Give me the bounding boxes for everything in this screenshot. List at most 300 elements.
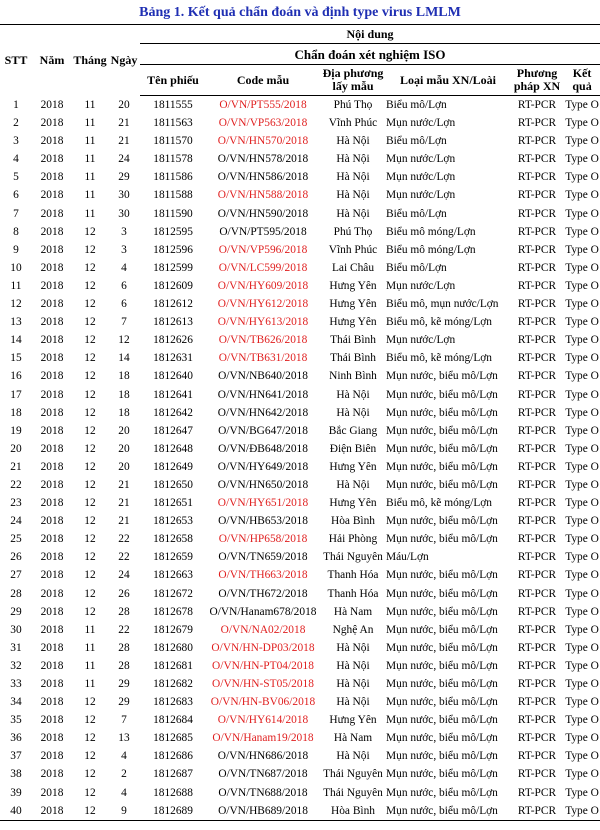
cell-code-mau: O/VN/HB653/2018 (218, 515, 308, 528)
cell-code-mau: O/VN/PT595/2018 (219, 225, 307, 238)
cell-ten-phieu: 1812659 (153, 551, 193, 564)
cell-phuong-phap: RT-PCR (517, 605, 557, 618)
cell-code-mau: O/VN/LC599/2018 (218, 261, 308, 274)
cell-nam: 2018 (40, 678, 64, 690)
cell-thang: 12 (84, 696, 96, 709)
cell-ten-phieu: 1811555 (153, 99, 193, 111)
cell-ten-phieu: 1811590 (153, 207, 193, 220)
cell-loai-mau: Biểu mô/Lợn (386, 207, 447, 220)
cell-loai-mau: Mụn nước, biểu mô/Lợn (386, 714, 498, 727)
cell-dia-phuong: Hà Nội (336, 641, 370, 654)
cell-nam: 2018 (40, 605, 64, 618)
table-row (0, 96, 600, 115)
header-noi-dung: Nội dung (140, 25, 600, 44)
cell-ngay: 4 (121, 786, 127, 799)
cell-ket-qua: Type O (565, 171, 599, 184)
cell-ngay: 21 (118, 497, 130, 510)
cell-ngay: 28 (118, 605, 130, 618)
cell-loai-mau: Mụn nước, biểu mô/Lợn (386, 802, 510, 821)
cell-phuong-phap: RT-PCR (517, 298, 557, 311)
cell-nam: 2018 (40, 696, 64, 709)
table-row (0, 295, 600, 313)
cell-nam: 2018 (40, 243, 64, 256)
cell-nam: 2018 (40, 117, 64, 130)
cell-stt: 3 (13, 135, 19, 148)
header-dia-phuong-line2: lấy mẫu (332, 79, 374, 93)
cell-ngay: 21 (118, 478, 130, 491)
cell-ket-qua: Type O (565, 261, 599, 274)
header-nam: Năm (32, 25, 72, 96)
cell-ten-phieu: 1811588 (153, 189, 193, 202)
cell-ten-phieu: 1812651 (153, 497, 193, 510)
cell-ten-phieu: 1812663 (153, 569, 193, 582)
header-ngay: Ngày (108, 25, 140, 96)
cell-code-mau: O/VN/ĐB648/2018 (218, 442, 308, 455)
cell-stt: 26 (10, 551, 22, 564)
cell-loai-mau: Mụn nước/Lợn (386, 153, 456, 166)
cell-ngay: 12 (118, 334, 130, 347)
table-row (0, 440, 600, 458)
cell-phuong-phap: RT-PCR (517, 623, 557, 636)
cell-ket-qua: Type O (565, 388, 599, 401)
cell-ngay: 29 (118, 678, 130, 690)
cell-dia-phuong: Thái Nguyên (323, 786, 383, 799)
cell-ten-phieu: 1812688 (153, 786, 193, 799)
cell-ngay: 30 (118, 207, 130, 220)
cell-nam: 2018 (40, 551, 64, 564)
header-phuong-phap-line2: pháp XN (513, 79, 561, 93)
cell-stt: 2 (13, 117, 19, 130)
cell-phuong-phap: RT-PCR (517, 460, 557, 473)
cell-dia-phuong: Hà Nam (333, 732, 373, 745)
cell-thang: 12 (84, 225, 96, 238)
cell-stt: 30 (10, 623, 22, 636)
cell-nam: 2018 (40, 261, 64, 274)
cell-stt: 23 (10, 497, 22, 510)
cell-dia-phuong: Hà Nội (336, 750, 370, 763)
cell-stt: 32 (10, 659, 22, 672)
cell-dia-phuong: Lai Châu (331, 261, 375, 274)
cell-loai-mau: Máu/Lợn (386, 551, 429, 564)
cell-phuong-phap: RT-PCR (517, 189, 557, 202)
cell-loai-mau: Mụn nước, biểu mô/Lợn (386, 768, 498, 781)
cell-phuong-phap: RT-PCR (517, 207, 557, 220)
cell-thang: 11 (84, 623, 96, 636)
cell-ten-phieu: 1812680 (153, 641, 193, 654)
cell-thang: 12 (84, 460, 96, 473)
cell-ket-qua: Type O (565, 352, 599, 365)
cell-ket-qua: Type O (564, 802, 600, 821)
cell-ket-qua: Type O (565, 189, 599, 202)
cell-code-mau: O/VN/Hanam19/2018 (212, 732, 314, 745)
cell-thang: 12 (84, 298, 96, 311)
cell-ten-phieu: 1812612 (153, 298, 193, 311)
cell-code-mau: O/VN/BG647/2018 (218, 424, 308, 437)
cell-nam: 2018 (40, 641, 64, 654)
cell-ngay: 4 (121, 750, 127, 763)
cell-dia-phuong: Hà Nội (336, 659, 370, 672)
cell-ten-phieu: 1812596 (153, 243, 193, 256)
cell-code-mau: O/VN/HN686/2018 (217, 750, 309, 763)
cell-ten-phieu: 1812653 (153, 515, 193, 528)
cell-ket-qua: Type O (565, 696, 599, 709)
cell-ket-qua: Type O (565, 135, 599, 148)
table-row (0, 765, 600, 783)
cell-ket-qua: Type O (565, 99, 599, 111)
cell-phuong-phap: RT-PCR (517, 424, 557, 437)
table-row (0, 711, 600, 729)
cell-thang: 11 (84, 117, 96, 130)
cell-ten-phieu: 1812679 (153, 623, 193, 636)
table-row (0, 259, 600, 277)
table-row (0, 675, 600, 693)
cell-ngay: 28 (118, 659, 130, 672)
table-row (0, 657, 600, 675)
cell-ngay: 14 (118, 352, 130, 365)
cell-thang: 12 (84, 406, 96, 419)
cell-dia-phuong: Điện Biên (329, 442, 377, 455)
cell-ten-phieu: 1812689 (140, 802, 206, 821)
cell-loai-mau: Mụn nước, biểu mô/Lợn (386, 678, 498, 690)
cell-stt: 40 (0, 802, 32, 821)
header-code-mau: Code mẫu (206, 65, 320, 96)
table-row (0, 114, 600, 132)
cell-thang: 12 (72, 802, 108, 821)
cell-ngay: 30 (118, 189, 130, 202)
cell-dia-phuong: Hà Nội (336, 696, 370, 709)
cell-loai-mau: Biểu mô, kẽ móng/Lợn (386, 316, 492, 329)
cell-nam: 2018 (40, 352, 64, 365)
cell-code-mau: O/VN/HY614/2018 (217, 714, 309, 727)
table-row (0, 530, 600, 548)
cell-loai-mau: Biểu mô/Lợn (386, 99, 447, 111)
cell-phuong-phap: RT-PCR (517, 406, 557, 419)
table-row (0, 205, 600, 223)
cell-code-mau: O/VN/HN641/2018 (217, 388, 309, 401)
cell-dia-phuong: Bắc Giang (328, 424, 378, 437)
cell-ket-qua: Type O (565, 732, 599, 745)
cell-ket-qua: Type O (565, 153, 599, 166)
cell-stt: 37 (10, 750, 22, 763)
cell-ten-phieu: 1811570 (153, 135, 193, 148)
table-row (0, 548, 600, 566)
cell-ket-qua: Type O (565, 659, 599, 672)
cell-phuong-phap: RT-PCR (517, 786, 557, 799)
cell-loai-mau: Mụn nước, biểu mô/Lợn (386, 515, 498, 528)
cell-stt: 28 (10, 587, 22, 600)
cell-dia-phuong: Hưng Yên (329, 460, 377, 473)
cell-nam: 2018 (40, 388, 64, 401)
cell-code-mau: O/VN/HN570/2018 (217, 135, 309, 148)
cell-ten-phieu: 1812609 (153, 279, 193, 292)
cell-loai-mau: Mụn nước, biểu mô/Lợn (386, 406, 498, 419)
cell-phuong-phap: RT-PCR (517, 478, 557, 491)
cell-ngay: 3 (121, 243, 127, 256)
cell-loai-mau: Mụn nước, biểu mô/Lợn (386, 533, 498, 546)
table-row (0, 639, 600, 657)
cell-ten-phieu: 1812649 (153, 460, 193, 473)
table-row (0, 512, 600, 530)
cell-stt: 34 (10, 696, 22, 709)
table-row (0, 784, 600, 802)
cell-dia-phuong: Phú Thọ (333, 99, 373, 111)
cell-loai-mau: Mụn nước, biểu mô/Lợn (386, 442, 498, 455)
cell-ngay: 21 (118, 135, 130, 148)
header-ket-qua-line1: Kết (572, 66, 592, 80)
cell-ten-phieu: 1812626 (153, 334, 193, 347)
cell-phuong-phap: RT-PCR (517, 497, 557, 510)
cell-dia-phuong: Hưng Yên (329, 316, 377, 329)
cell-code-mau: O/VN/PT555/2018 (219, 99, 307, 111)
cell-ket-qua: Type O (565, 605, 599, 618)
cell-phuong-phap: RT-PCR (517, 659, 557, 672)
header-ket-qua-line2: quả (572, 79, 592, 93)
cell-stt: 7 (13, 207, 19, 220)
cell-nam: 2018 (40, 623, 64, 636)
cell-stt: 12 (10, 298, 22, 311)
cell-code-mau: O/VN/VP563/2018 (218, 117, 308, 130)
cell-loai-mau: Biểu mô/Lợn (386, 135, 447, 148)
results-table (0, 24, 600, 821)
cell-ngay: 21 (118, 117, 130, 130)
cell-ket-qua: Type O (565, 406, 599, 419)
cell-phuong-phap: RT-PCR (517, 569, 557, 582)
cell-dia-phuong: Hưng Yên (329, 497, 377, 510)
cell-dia-phuong: Vĩnh Phúc (328, 117, 378, 130)
cell-code-mau: O/VN/HN650/2018 (217, 478, 309, 491)
cell-stt: 10 (10, 261, 22, 274)
cell-dia-phuong: Hà Nội (336, 388, 370, 401)
cell-stt: 1 (13, 98, 19, 111)
table-row (0, 386, 600, 404)
cell-code-mau: O/VN/HY613/2018 (217, 316, 309, 329)
cell-ket-qua: Type O (565, 497, 599, 510)
cell-code-mau: O/VN/TH663/2018 (218, 569, 308, 582)
cell-dia-phuong: Thái Bình (330, 334, 376, 347)
table-row (0, 313, 600, 331)
cell-nam: 2018 (40, 98, 64, 111)
cell-nam: 2018 (40, 442, 64, 455)
table-row (0, 367, 600, 385)
cell-dia-phuong: Thanh Hóa (327, 569, 379, 582)
cell-loai-mau: Biểu mô móng/Lợn (386, 243, 476, 256)
cell-phuong-phap: RT-PCR (517, 99, 557, 111)
cell-code-mau: O/VN/HN-ST05/2018 (212, 678, 314, 690)
cell-nam: 2018 (40, 334, 64, 347)
cell-ten-phieu: 1812599 (153, 261, 193, 274)
cell-phuong-phap: RT-PCR (517, 225, 557, 238)
cell-phuong-phap: RT-PCR (517, 388, 557, 401)
cell-ngay: 6 (121, 298, 127, 311)
cell-stt: 19 (10, 424, 22, 437)
cell-ket-qua: Type O (565, 334, 599, 347)
cell-code-mau: O/VN/HN588/2018 (217, 189, 309, 202)
cell-ket-qua: Type O (565, 623, 599, 636)
cell-loai-mau: Mụn nước/Lợn (386, 171, 456, 184)
cell-ngay: 13 (118, 732, 130, 745)
cell-phuong-phap: RT-PCR (517, 334, 557, 347)
cell-phuong-phap: RT-PCR (517, 370, 557, 383)
header-phuong-phap-line1: Phương (516, 66, 558, 80)
cell-loai-mau: Mụn nước, biểu mô/Lợn (386, 569, 498, 582)
cell-thang: 12 (84, 732, 96, 745)
table-row (0, 476, 600, 494)
cell-thang: 12 (84, 334, 96, 347)
table-row (0, 585, 600, 603)
cell-stt: 9 (13, 243, 19, 256)
cell-ten-phieu: 1812687 (153, 768, 193, 781)
cell-phuong-phap: RT-PCR (517, 750, 557, 763)
cell-phuong-phap: RT-PCR (517, 641, 557, 654)
header-phuong-phap (510, 65, 564, 96)
cell-code-mau: O/VN/HN586/2018 (217, 171, 309, 184)
cell-ngay: 24 (118, 569, 130, 582)
cell-loai-mau: Biểu mô, kẽ móng/Lợn (386, 497, 492, 510)
cell-ngay: 21 (118, 515, 130, 528)
cell-thang: 12 (84, 316, 96, 329)
cell-ket-qua: Type O (565, 750, 599, 763)
cell-nam: 2018 (40, 153, 64, 166)
cell-loai-mau: Mụn nước, biểu mô/Lợn (386, 732, 498, 745)
cell-thang: 11 (84, 207, 96, 220)
cell-phuong-phap: RT-PCR (517, 442, 557, 455)
table-row (0, 349, 600, 367)
cell-nam: 2018 (40, 768, 64, 781)
cell-thang: 12 (84, 515, 96, 528)
cell-nam: 2018 (40, 279, 64, 292)
cell-dia-phuong: Hưng Yên (329, 279, 377, 292)
cell-dia-phuong: Vĩnh Phúc (328, 243, 378, 256)
cell-ten-phieu: 1812682 (153, 678, 193, 690)
cell-nam: 2018 (40, 406, 64, 419)
table-row (0, 747, 600, 765)
cell-dia-phuong: Hà Nội (336, 406, 370, 419)
cell-stt: 18 (10, 406, 22, 419)
cell-loai-mau: Biểu mô móng/Lợn (386, 225, 476, 238)
cell-loai-mau: Mụn nước, biểu mô/Lợn (386, 659, 498, 672)
cell-code-mau: O/VN/HY609/2018 (217, 279, 309, 292)
cell-stt: 35 (10, 714, 22, 727)
cell-code-mau: O/VN/HB689/2018 (206, 802, 320, 821)
cell-phuong-phap: RT-PCR (517, 261, 557, 274)
cell-nam: 2018 (40, 587, 64, 600)
cell-ngay: 28 (118, 641, 130, 654)
table-row (0, 458, 600, 476)
cell-code-mau: O/VN/HN642/2018 (217, 406, 309, 419)
cell-nam: 2018 (40, 533, 64, 546)
cell-nam: 2018 (40, 207, 64, 220)
cell-phuong-phap: RT-PCR (517, 515, 557, 528)
cell-ngay: 18 (118, 406, 130, 419)
cell-ten-phieu: 1812650 (153, 478, 193, 491)
cell-nam: 2018 (40, 298, 64, 311)
cell-code-mau: O/VN/TN687/2018 (218, 768, 308, 781)
table-body (0, 96, 600, 821)
cell-stt: 36 (10, 732, 22, 745)
cell-code-mau: O/VN/HN590/2018 (217, 207, 309, 220)
cell-ten-phieu: 1812641 (153, 388, 193, 401)
cell-nam: 2018 (40, 225, 64, 238)
cell-thang: 12 (84, 388, 96, 401)
cell-nam: 2018 (40, 750, 64, 763)
cell-phuong-phap: RT-PCR (510, 802, 564, 821)
cell-ngay: 3 (121, 225, 127, 238)
cell-stt: 6 (13, 189, 19, 202)
cell-nam: 2018 (40, 171, 64, 184)
cell-thang: 12 (84, 261, 96, 274)
cell-phuong-phap: RT-PCR (517, 768, 557, 781)
table-row (0, 729, 600, 747)
table-row (0, 150, 600, 168)
cell-ket-qua: Type O (565, 678, 599, 690)
cell-ket-qua: Type O (565, 714, 599, 727)
cell-ngay: 18 (118, 370, 130, 383)
cell-stt: 38 (10, 768, 22, 781)
cell-ket-qua: Type O (565, 316, 599, 329)
cell-thang: 12 (84, 714, 96, 727)
cell-thang: 12 (84, 352, 96, 365)
cell-loai-mau: Mụn nước, biểu mô/Lợn (386, 388, 498, 401)
cell-nam: 2018 (40, 569, 64, 582)
cell-stt: 4 (13, 153, 19, 166)
cell-code-mau: O/VN/TN659/2018 (218, 551, 308, 564)
cell-thang: 12 (84, 370, 96, 383)
cell-stt: 33 (10, 678, 22, 690)
cell-stt: 20 (10, 442, 22, 455)
cell-ten-phieu: 1812678 (153, 605, 193, 618)
header-thang: Tháng (72, 25, 108, 96)
cell-stt: 16 (10, 370, 22, 383)
cell-phuong-phap: RT-PCR (517, 696, 557, 709)
cell-phuong-phap: RT-PCR (517, 316, 557, 329)
cell-ket-qua: Type O (565, 117, 599, 130)
cell-thang: 11 (84, 189, 96, 202)
cell-dia-phuong: Ninh Bình (329, 370, 377, 383)
table-row (0, 621, 600, 639)
cell-ten-phieu: 1812686 (153, 750, 193, 763)
cell-ket-qua: Type O (565, 207, 599, 220)
header-dia-phuong (320, 65, 386, 96)
cell-dia-phuong: Hà Nội (336, 135, 370, 148)
cell-code-mau: O/VN/NB640/2018 (218, 370, 308, 383)
cell-ten-phieu: 1812613 (153, 316, 193, 329)
cell-loai-mau: Mụn nước, biểu mô/Lợn (386, 696, 498, 709)
cell-thang: 11 (84, 678, 96, 690)
cell-code-mau: O/VN/TB626/2018 (218, 334, 308, 347)
cell-ket-qua: Type O (565, 298, 599, 311)
cell-nam: 2018 (40, 515, 64, 528)
cell-dia-phuong: Thái Nguyên (323, 551, 383, 564)
cell-loai-mau: Mụn nước, biểu mô/Lợn (386, 786, 498, 799)
cell-thang: 12 (84, 442, 96, 455)
cell-thang: 11 (84, 659, 96, 672)
cell-ten-phieu: 1812642 (153, 406, 193, 419)
cell-ket-qua: Type O (565, 279, 599, 292)
header-ten-phieu: Tên phiếu (140, 65, 206, 96)
cell-code-mau: O/VN/TH672/2018 (218, 587, 308, 600)
cell-phuong-phap: RT-PCR (517, 171, 557, 184)
cell-ten-phieu: 1812658 (153, 533, 193, 546)
table-row (0, 277, 600, 295)
table-row (0, 331, 600, 349)
cell-stt: 17 (10, 388, 22, 401)
cell-nam: 2018 (40, 732, 64, 745)
cell-stt: 29 (10, 605, 22, 618)
cell-code-mau: O/VN/Hanam678/2018 (209, 605, 317, 618)
cell-code-mau: O/VN/NA02/2018 (220, 623, 306, 636)
cell-ngay: 22 (118, 533, 130, 546)
cell-thang: 11 (84, 171, 96, 184)
